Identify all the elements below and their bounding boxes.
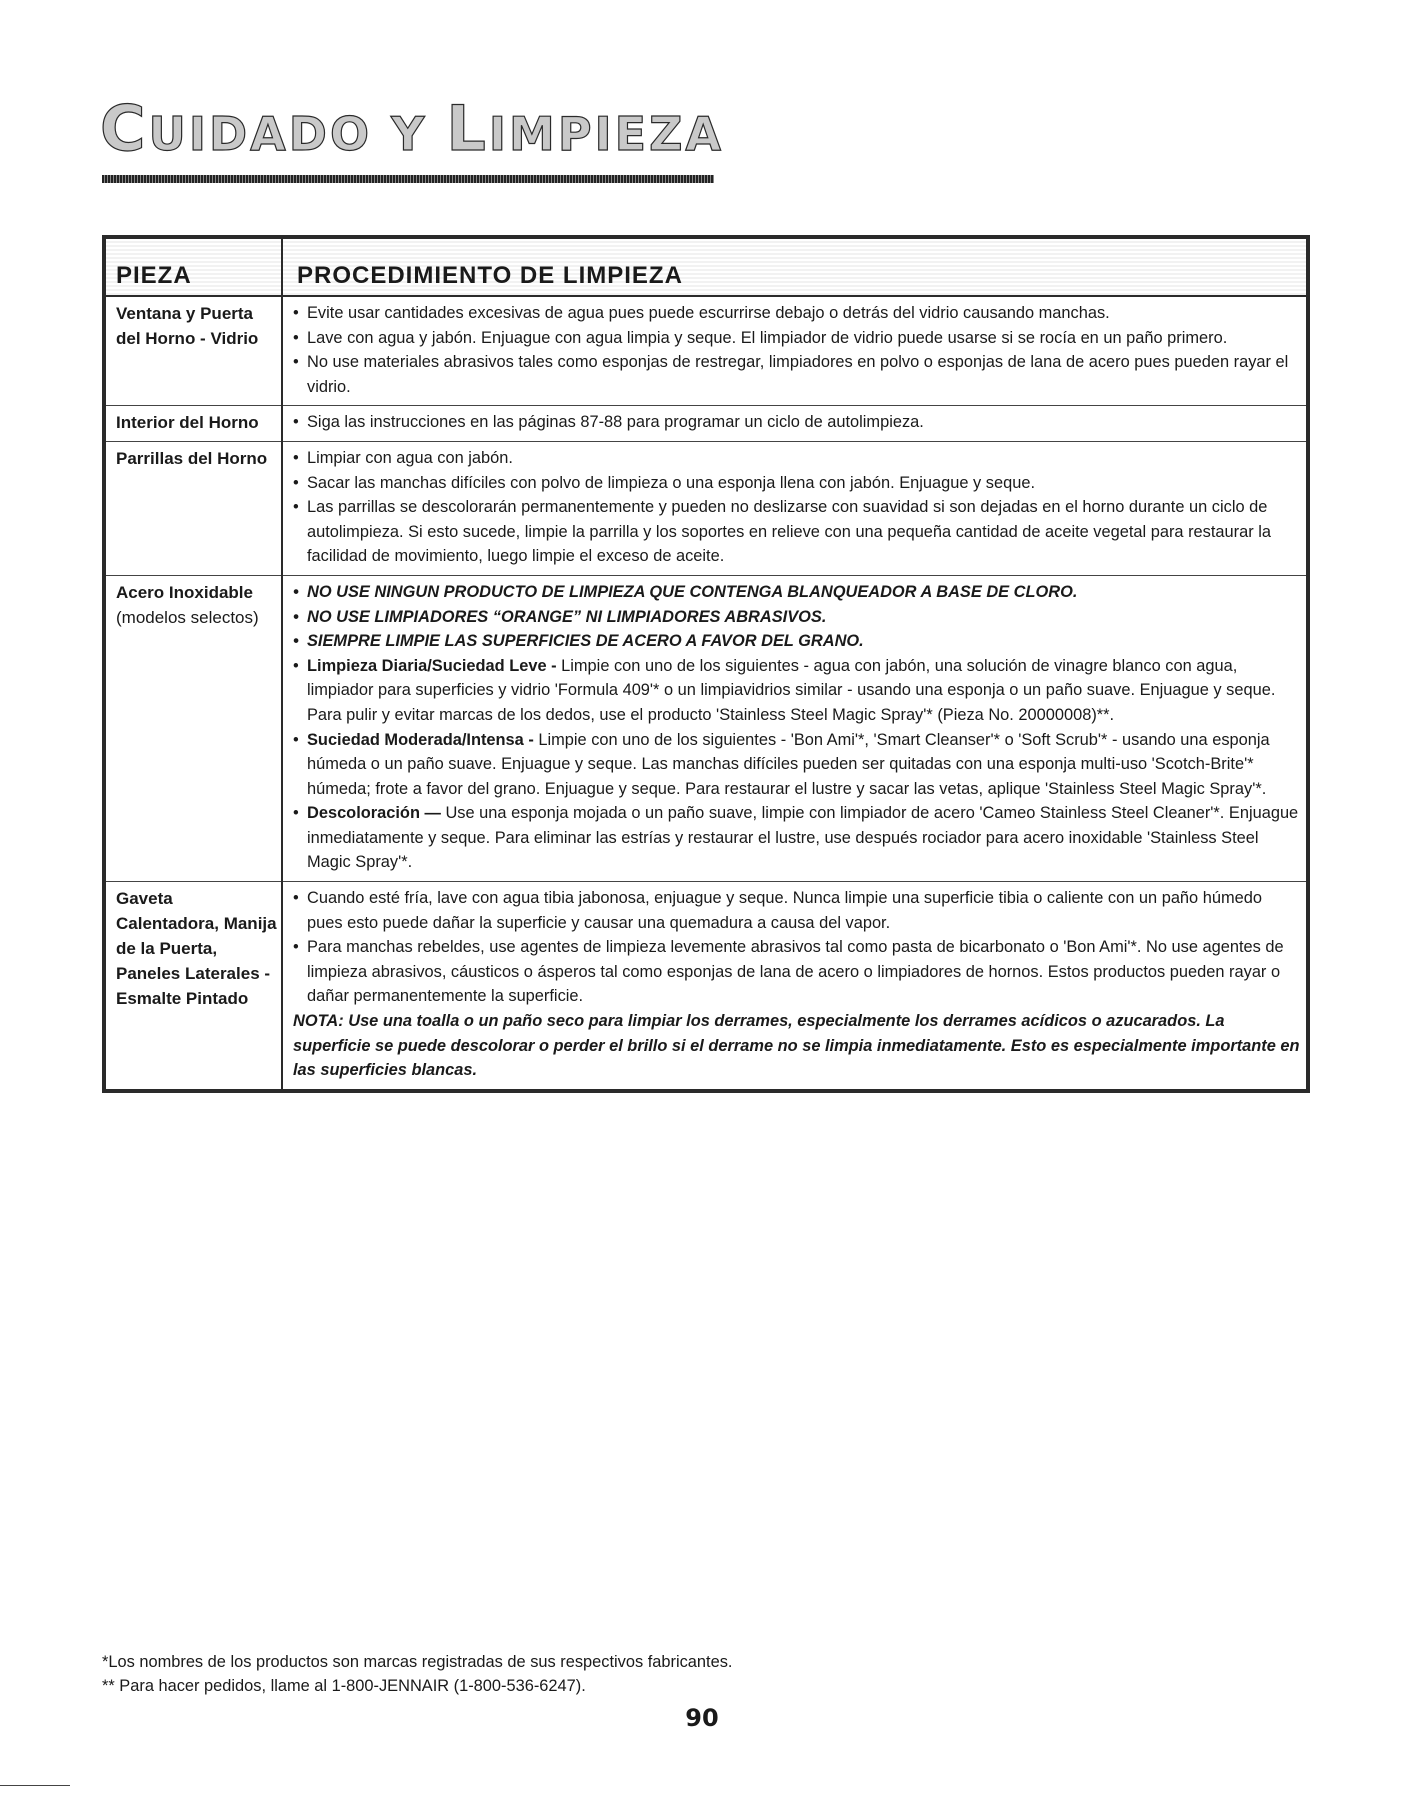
cleaning-table	[102, 235, 1310, 1093]
footnote: ** Para hacer pedidos, llame al 1-800-JENNAIR (1-800-536-6247).	[102, 1677, 586, 1695]
item-text: Limpie con uno de los siguientes - agua con jabón, una solución de vinagre blanco con agua, limpiador para superficies y vidrio 'Formula 409'* o un limpiavidrios similar - usando una esponja o un paño suave. Enjuague y seque. Para pulir y evitar marcas de los dedos, use el producto 'Stainless Steel Magic Spray'* (Pieza No. 20000008)**.	[307, 656, 1276, 724]
procedure-list	[293, 886, 1302, 1009]
procedure-cell	[282, 575, 1308, 881]
table-row	[104, 406, 1308, 442]
item-lead: Descoloración —	[307, 804, 441, 823]
procedure-item: • Cuando esté fría, lave con agua tibia jabonosa, enjuague y seque. Nunca limpie una superficie tibia o caliente con un paño húmedo pues esto puede dañar la superficie y causar una quemadura a causa del vapor.	[293, 886, 1302, 935]
part-name: Ventana y Puerta del Horno - Vidrio	[104, 296, 282, 406]
procedure-item	[293, 654, 1302, 728]
table-row	[104, 441, 1308, 575]
procedure-item: • No use materiales abrasivos tales como esponjas de restregar, limpiadores en polvo o esponjas de lana de acero pues pueden rayar el vidrio.	[293, 350, 1302, 399]
item-lead: Suciedad Moderada/Intensa -	[307, 730, 534, 749]
warning-item: • NO USE LIMPIADORES “ORANGE” NI LIMPIADORES ABRASIVOS.	[293, 605, 1302, 630]
part-name: Acero Inoxidable	[116, 582, 253, 602]
item-lead: Limpieza Diaria/Suciedad Leve -	[307, 656, 557, 675]
table-row	[104, 575, 1308, 881]
procedure-item: • Limpiar con agua con jabón.	[293, 446, 1302, 471]
procedure-item: • Sacar las manchas difíciles con polvo de limpieza o una esponja llena con jabón. Enjuague y seque.	[293, 471, 1302, 496]
table-row	[104, 296, 1308, 406]
item-text: Use una esponja mojada o un paño suave, limpie con limpiador de acero 'Cameo Stainless Steel Cleaner'*. Enjuague inmediatamente y seque. Para eliminar las estrías y restaurar el lustre, use después rociador para acero inoxidable 'Stainless Steel Magic Spray'*.	[307, 804, 1299, 872]
procedure-list	[293, 446, 1302, 569]
header-part: PIEZA	[104, 237, 282, 296]
procedure-item	[293, 728, 1302, 802]
part-subtitle: (modelos selectos)	[116, 607, 259, 627]
part-name: Gaveta Calentadora, Manija de la Puerta, Paneles Laterales - Esmalte Pintado	[104, 882, 282, 1091]
procedure-item: • Las parrillas se descolorarán permanentemente y pueden no deslizarse con suavidad si son dejadas en el horno durante un ciclo de autolimpieza. Si esto sucede, limpie la parrilla y los soportes en relieve con una pequeña cantidad de aceite vegetal para restaurar la facilidad de movimiento, luego limpie el exceso de aceite.	[293, 495, 1302, 569]
header-procedure: PROCEDIMIENTO DE LIMPIEZA	[282, 237, 1308, 296]
procedure-list	[293, 580, 1302, 875]
table-header-row	[104, 237, 1308, 296]
footnotes	[102, 1650, 732, 1698]
procedure-item: • Para manchas rebeldes, use agentes de limpieza levemente abrasivos tal como pasta de bicarbonato o 'Bon Ami'*. No use agentes de limpieza abrasivos, cáusticos o ásperos tal como esponjas de lana de acero o limpiadores de hornos. Estos productos pueden rayar o dañar permanentemente la superficie.	[293, 935, 1302, 1009]
table-row	[104, 882, 1308, 1091]
title-underline	[102, 175, 714, 183]
procedure-item: • Evite usar cantidades excesivas de agua pues puede escurrirse debajo o detrás del vidrio causando manchas.	[293, 301, 1302, 326]
procedure-item: • Siga las instrucciones en las páginas 87-88 para programar un ciclo de autolimpieza.	[293, 410, 1302, 435]
item-text: Limpie con uno de los siguientes - 'Bon Ami'*, 'Smart Cleanser'* o 'Soft Scrub'* - usando una esponja húmeda o un paño suave. Enjuague y seque. Las manchas difíciles pueden ser quitadas con una esponja multi-uso 'Scotch-Brite'* húmeda; frote a favor del grano. Enjuague y seque. Para restaurar el lustre y sacar las vetas, aplique 'Stainless Steel Magic Spray'*.	[307, 730, 1270, 798]
part-name: Interior del Horno	[104, 406, 282, 442]
procedure-cell	[282, 882, 1308, 1091]
warning-item: • SIEMPRE LIMPIE LAS SUPERFICIES DE ACERO A FAVOR DEL GRANO.	[293, 629, 1302, 654]
warning-item: • NO USE NINGUN PRODUCTO DE LIMPIEZA QUE CONTENGA BLANQUEADOR A BASE DE CLORO.	[293, 580, 1302, 605]
procedure-cell	[282, 406, 1308, 442]
part-name: Parrillas del Horno	[104, 441, 282, 575]
note-text: NOTA: Use una toalla o un paño seco para limpiar los derrames, especialmente los derrames acídicos o azucarados. La superficie se puede descolorar o perder el brillo si el derrame no se limpia inmediatamente. Esto es especialmente importante en las superficies blancas.	[293, 1012, 1300, 1080]
procedure-item	[293, 801, 1302, 875]
procedure-cell	[282, 296, 1308, 406]
procedure-list	[293, 410, 1302, 435]
procedure-list	[293, 301, 1302, 399]
procedure-item: • Lave con agua y jabón. Enjuague con agua limpia y seque. El limpiador de vidrio puede usarse si se rocía en un paño primero.	[293, 326, 1302, 351]
part-name-cell	[104, 575, 282, 881]
crop-mark	[0, 1785, 70, 1786]
page-title: CUIDADO Y LIMPIEZA	[100, 92, 725, 165]
page-number: 90	[685, 1704, 719, 1732]
footnote: *Los nombres de los productos son marcas registradas de sus respectivos fabricantes.	[102, 1653, 733, 1671]
procedure-cell	[282, 441, 1308, 575]
